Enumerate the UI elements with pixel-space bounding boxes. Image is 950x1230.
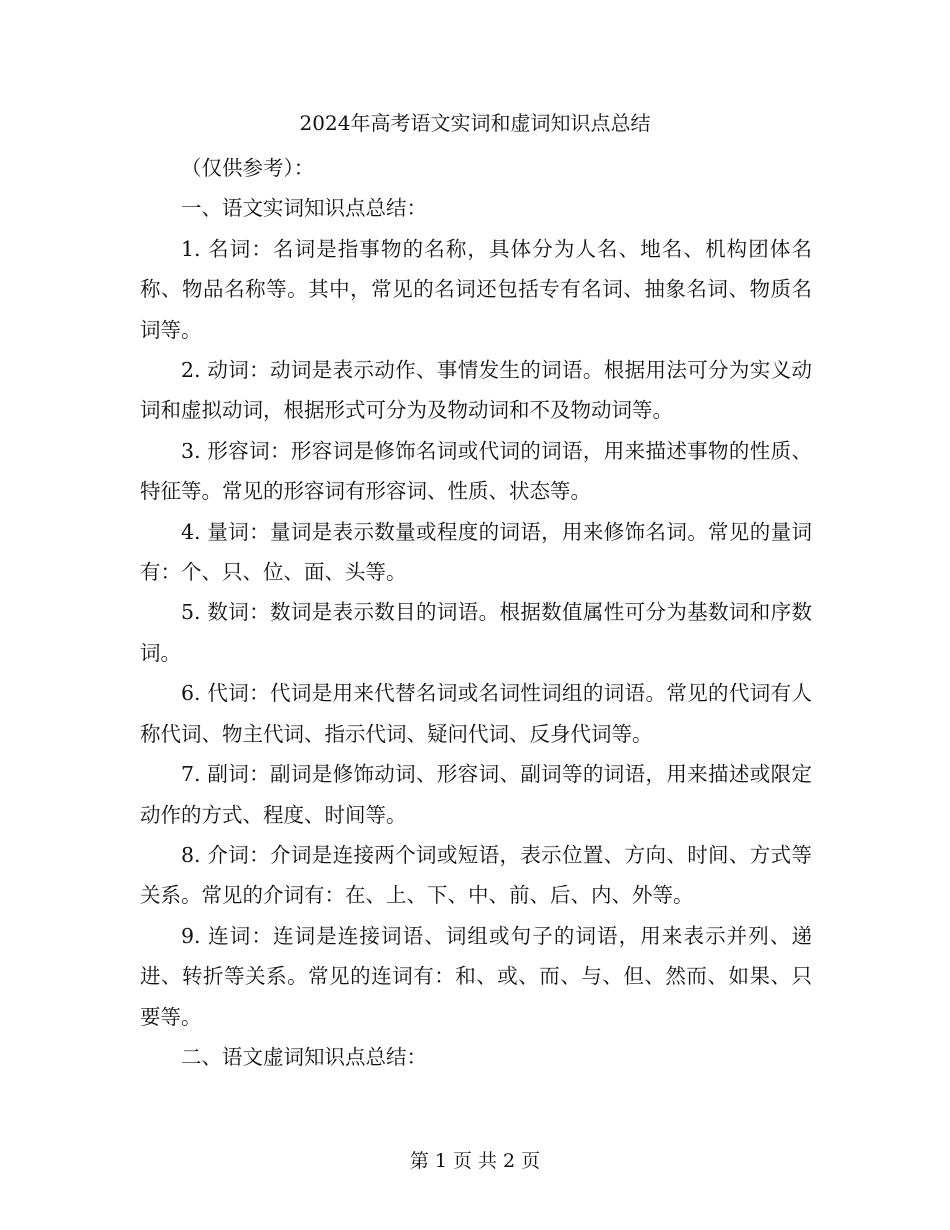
section-heading-shici: 一、语文实词知识点总结： xyxy=(181,196,427,221)
paragraph-liangci: 4. 量词：量词是表示数量或程度的词语，用来修饰名词。常见的量词有：个、只、位、面、头等。 xyxy=(140,519,812,585)
paragraph-lianci: 9. 连词：连词是连接词语、词组或句子的词语，用来表示并列、递进、转折等关系。常见的连词有：和、或、而、与、但、然而、如果、只要等。 xyxy=(140,923,812,1029)
paragraph-daici: 6. 代词：代词是用来代替名词或名词性词组的词语。常见的代词有人称代词、物主代词、指示代词、疑问代词、反身代词等。 xyxy=(140,681,812,746)
paragraph-jieci: 8. 介词：介词是连接两个词或短语，表示位置、方向、时间、方式等关系。常见的介词有：在、上、下、中、前、后、内、外等。 xyxy=(140,842,812,908)
paragraph-note: （仅供参考）： xyxy=(181,156,315,180)
paragraph-shuci: 5. 数词：数词是表示数目的词语。根据数值属性可分为基数词和序数词。 xyxy=(140,600,812,665)
paragraph-xingrongci: 3. 形容词：形容词是修饰名词或代词的词语，用来描述事物的性质、特征等。常见的形容词有形容词、性质、状态等。 xyxy=(140,438,812,504)
page-footer: 第 1 页 共 2 页 xyxy=(409,1150,541,1172)
paragraph-dongci: 2. 动词：动词是表示动作、事情发生的词语。根据用法可分为实义动词和虚拟动词，根据形式可分为及物动词和不及物动词等。 xyxy=(140,358,812,423)
document-body xyxy=(140,148,812,1077)
document-title: 2024年高考语文实词和虚词知识点总结 xyxy=(299,111,651,135)
section-heading-xuci: 二、语文虚词知识点总结： xyxy=(181,1044,427,1069)
paragraph-mingci: 1. 名词：名词是指事物的名称，具体分为人名、地名、机构团体名称、物品名称等。其中，常见的名词还包括专有名词、抽象名词、物质名词等。 xyxy=(140,236,812,342)
paragraph-fuci: 7. 副词：副词是修饰动词、形容词、副词等的词语，用来描述或限定动作的方式、程度、时间等。 xyxy=(140,762,812,827)
